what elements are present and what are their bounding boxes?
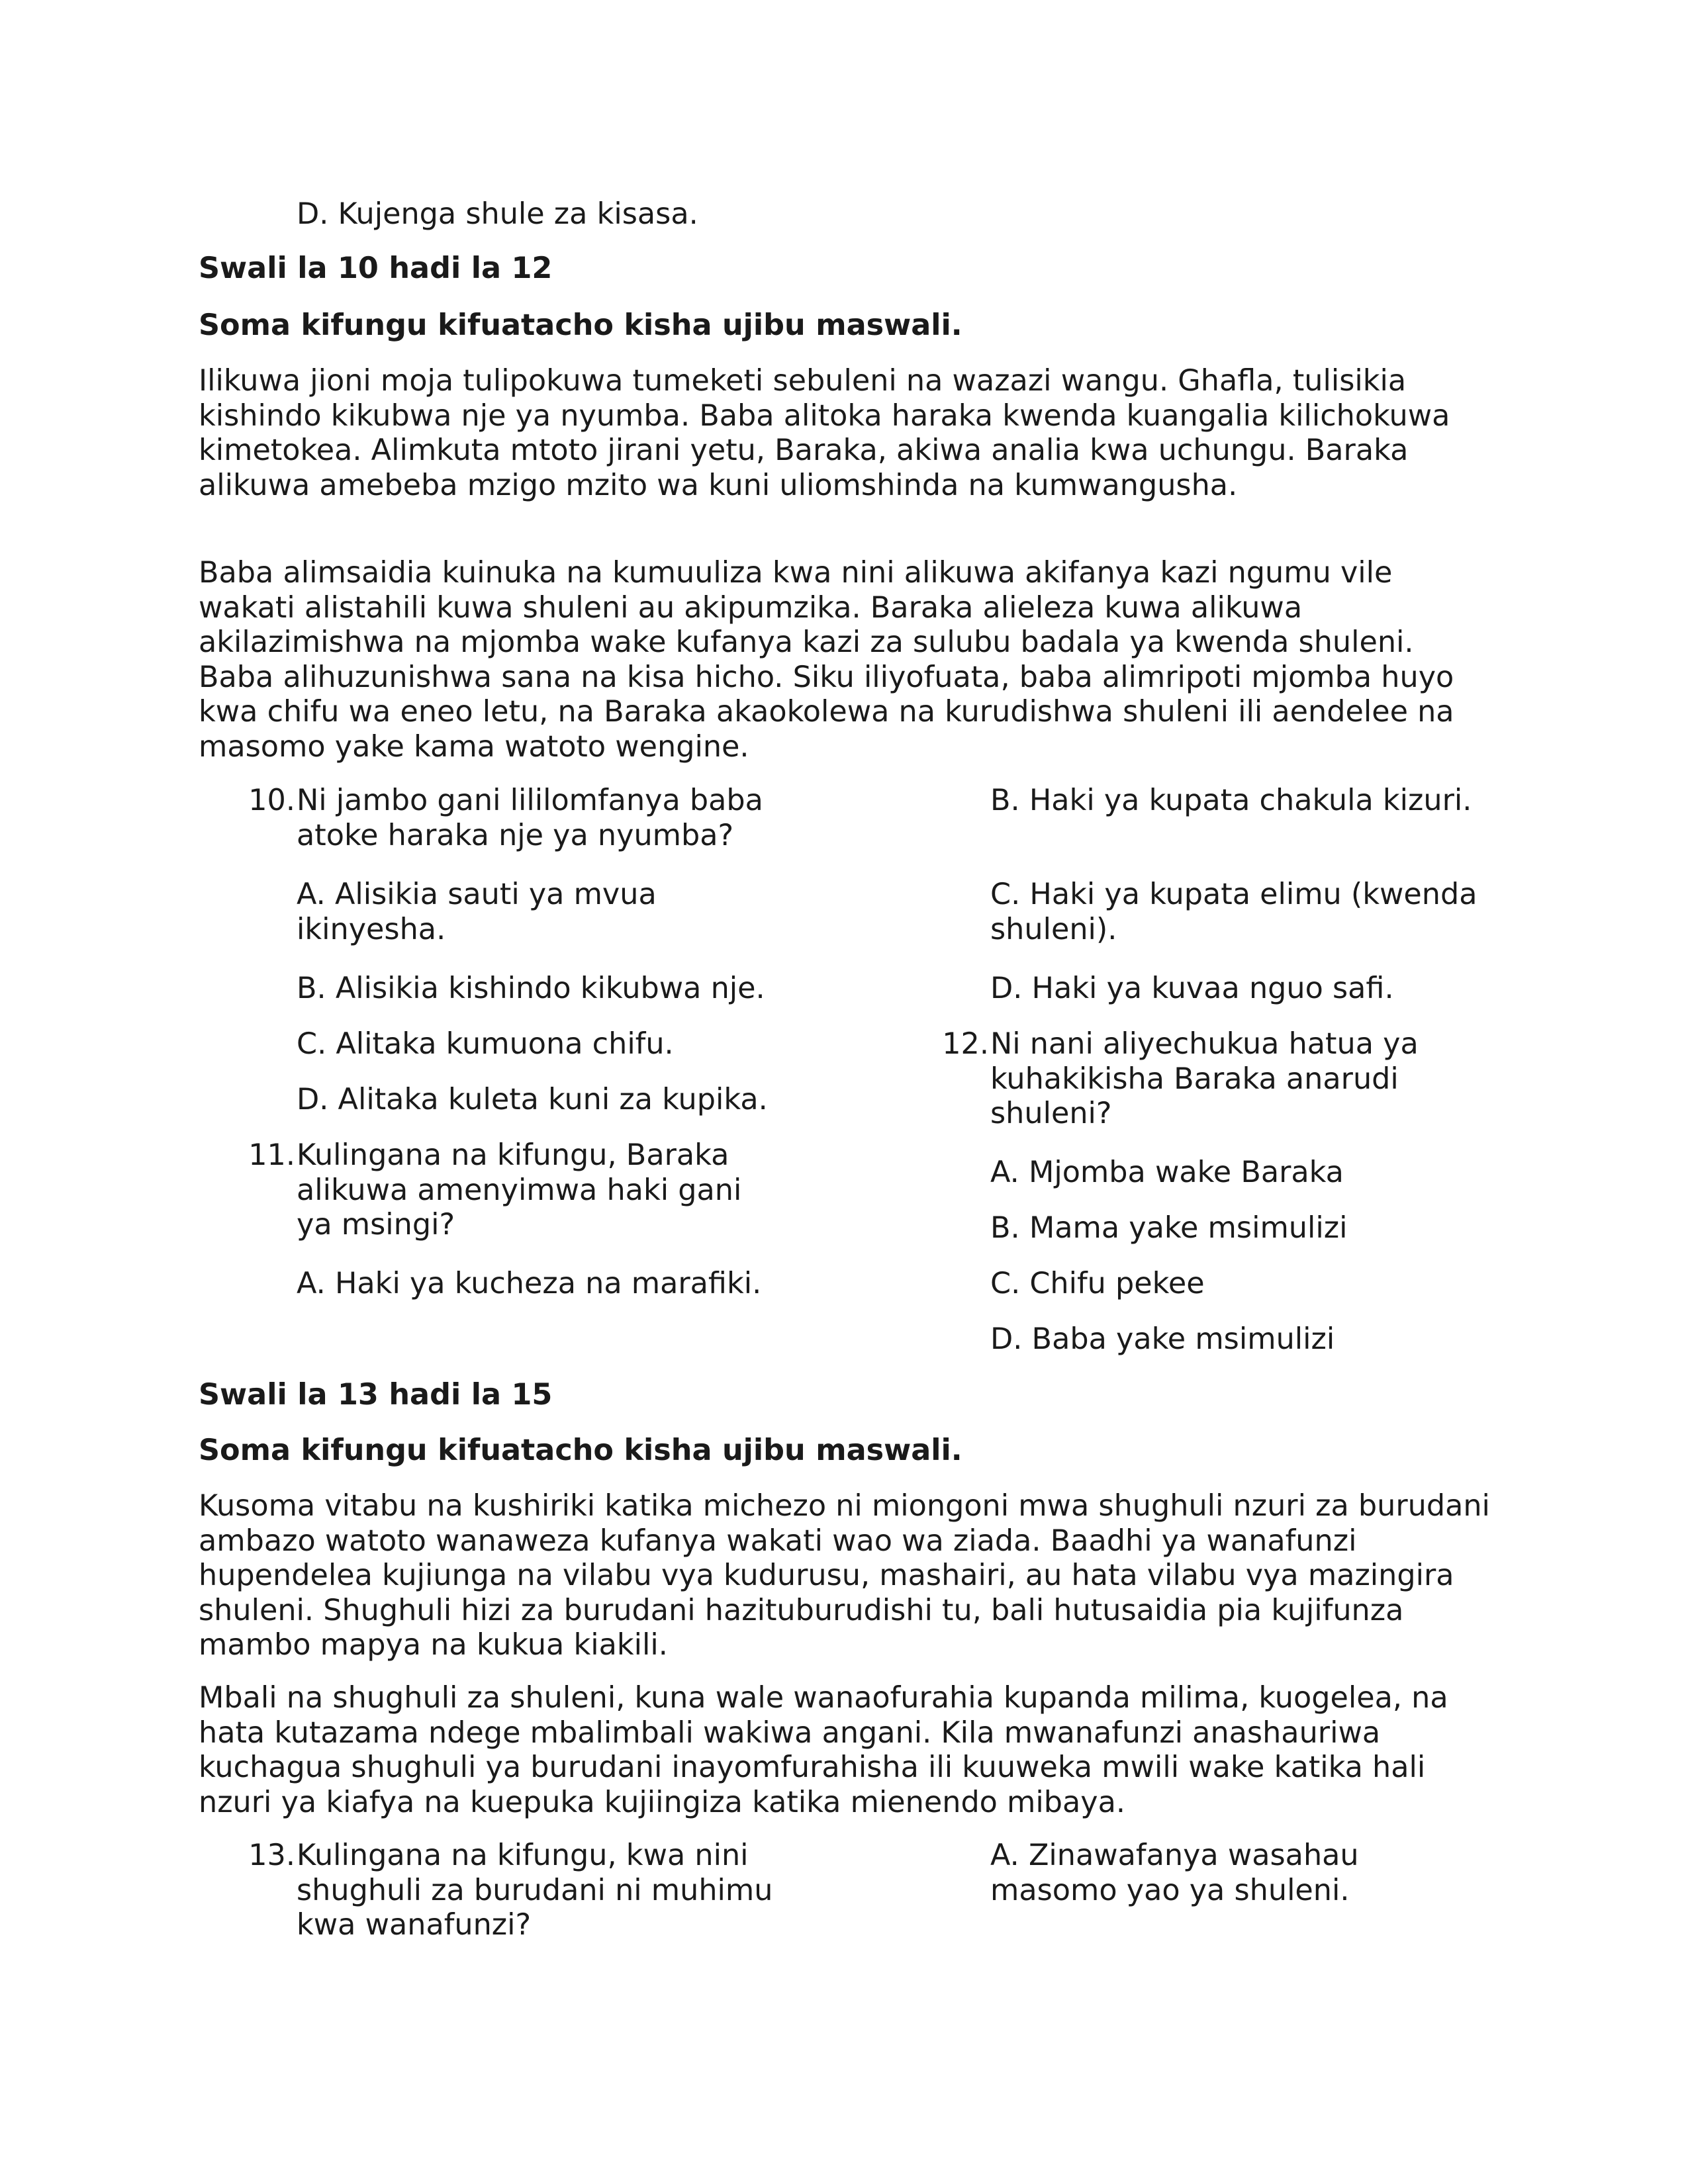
question-12-option-a: A. Mjomba wake Baraka	[990, 1156, 1344, 1189]
question-12-text: Ni nani aliyechukua hatua ya kuhakikisha Baraka anarudi shuleni?	[990, 1027, 1419, 1130]
question-10-text: Ni jambo gani lililomfanya baba atoke haraka nje ya nyumba?	[297, 784, 763, 852]
question-11-text: Kulingana na kifungu, Baraka alikuwa amenyimwa haki gani ya msingi?	[297, 1138, 742, 1242]
question-10-option-b: B. Alisikia kishindo kikubwa nje.	[297, 972, 765, 1005]
question-11-option-a: A. Haki ya kucheza na marafiki.	[297, 1267, 762, 1300]
question-11-number: 11.	[248, 1138, 295, 1172]
passage-1-paragraph-1: Ilikuwa jioni moja tulipokuwa tumeketi sebuleni na wazazi wangu. Ghafla, tulisikia kishindo kikubwa nje ya nyumba. Baba alitoka haraka kwenda kuangalia kilichokuwa kimetokea. Alimkuta mtoto jirani yetu, Baraka, akiwa analia kwa uchungu. Baraka alikuwa amebeba mzigo mzito wa kuni uliomshinda na kumwangusha.	[199, 364, 1450, 502]
question-11-option-c: C. Haki ya kupata elimu (kwenda shuleni).	[990, 878, 1477, 946]
question-10-number: 10.	[248, 784, 295, 817]
passage-2-paragraph-1: Kusoma vitabu na kushiriki katika michezo ni miongoni mwa shughuli nzuri za burudani ambazo watoto wanaweza kufanya wakati wao wa ziada. Baadhi ya wanafunzi hupendelea kujiunga na vilabu vya kudurusu, mashairi, au hata vilabu vya mazingira shuleni. Shughuli hizi za burudani hazituburudishi tu, bali hutusaidia pia kujifunza mambo mapya na kukua kiakili.	[199, 1489, 1490, 1662]
passage-2-paragraph-2: Mbali na shughuli za shuleni, kuna wale wanaofurahia kupanda milima, kuogelea, na hata kutazama ndege mbalimbali wakiwa angani. Kila mwanafunzi anashauriwa kuchagua shughuli ya burudani inayomfurahisha ili kuuweka mwili wake katika hali nzuri ya kiafya na kuepuka kujiingiza katika mienendo mibaya.	[199, 1681, 1448, 1819]
question-10-option-c: C. Alitaka kumuona chifu.	[297, 1027, 674, 1061]
question-10-option-d: D. Alitaka kuleta kuni za kupika.	[297, 1083, 768, 1116]
section-instruction-13-15: Soma kifungu kifuatacho kisha ujibu maswali.	[199, 1433, 962, 1467]
question-12-option-b: B. Mama yake msimulizi	[990, 1211, 1348, 1245]
question-11-option-d: D. Haki ya kuvaa nguo safi.	[990, 972, 1394, 1005]
passage-1-paragraph-2: Baba alimsaidia kuinuka na kumuuliza kwa nini alikuwa akifanya kazi ngumu vile wakati alistahili kuwa shuleni au akipumzika. Baraka alieleza kuwa alikuwa akilazimishwa na mjomba wake kufanya kazi za sulubu badala ya kwenda shuleni. Baba alihuzunishwa sana na kisa hicho. Siku iliyofuata, baba alimripoti mjomba huyo kwa chifu wa eneo letu, na Baraka akaokolewa na kurudishwa shuleni ili aendelee na masomo yake kama watoto wengine.	[199, 556, 1454, 764]
question-13-number: 13.	[248, 1839, 295, 1872]
section-heading-10-12: Swali la 10 hadi la 12	[199, 251, 553, 285]
question-12-option-c: C. Chifu pekee	[990, 1267, 1205, 1300]
question-11-option-b: B. Haki ya kupata chakula kizuri.	[990, 784, 1472, 817]
question-12-option-d: D. Baba yake msimulizi	[990, 1322, 1335, 1356]
section-heading-13-15: Swali la 13 hadi la 15	[199, 1378, 553, 1412]
section-instruction-10-12: Soma kifungu kifuatacho kisha ujibu maswali.	[199, 308, 962, 342]
question-10-option-a: A. Alisikia sauti ya mvua ikinyesha.	[297, 878, 657, 946]
option-d-previous: D. Kujenga shule za kisasa.	[297, 197, 698, 231]
question-13-option-a: A. Zinawafanya wasahau masomo yao ya shuleni.	[990, 1839, 1359, 1907]
question-13-text: Kulingana na kifungu, kwa nini shughuli za burudani ni muhimu kwa wanafunzi?	[297, 1839, 773, 1942]
question-12-number: 12.	[942, 1027, 989, 1061]
